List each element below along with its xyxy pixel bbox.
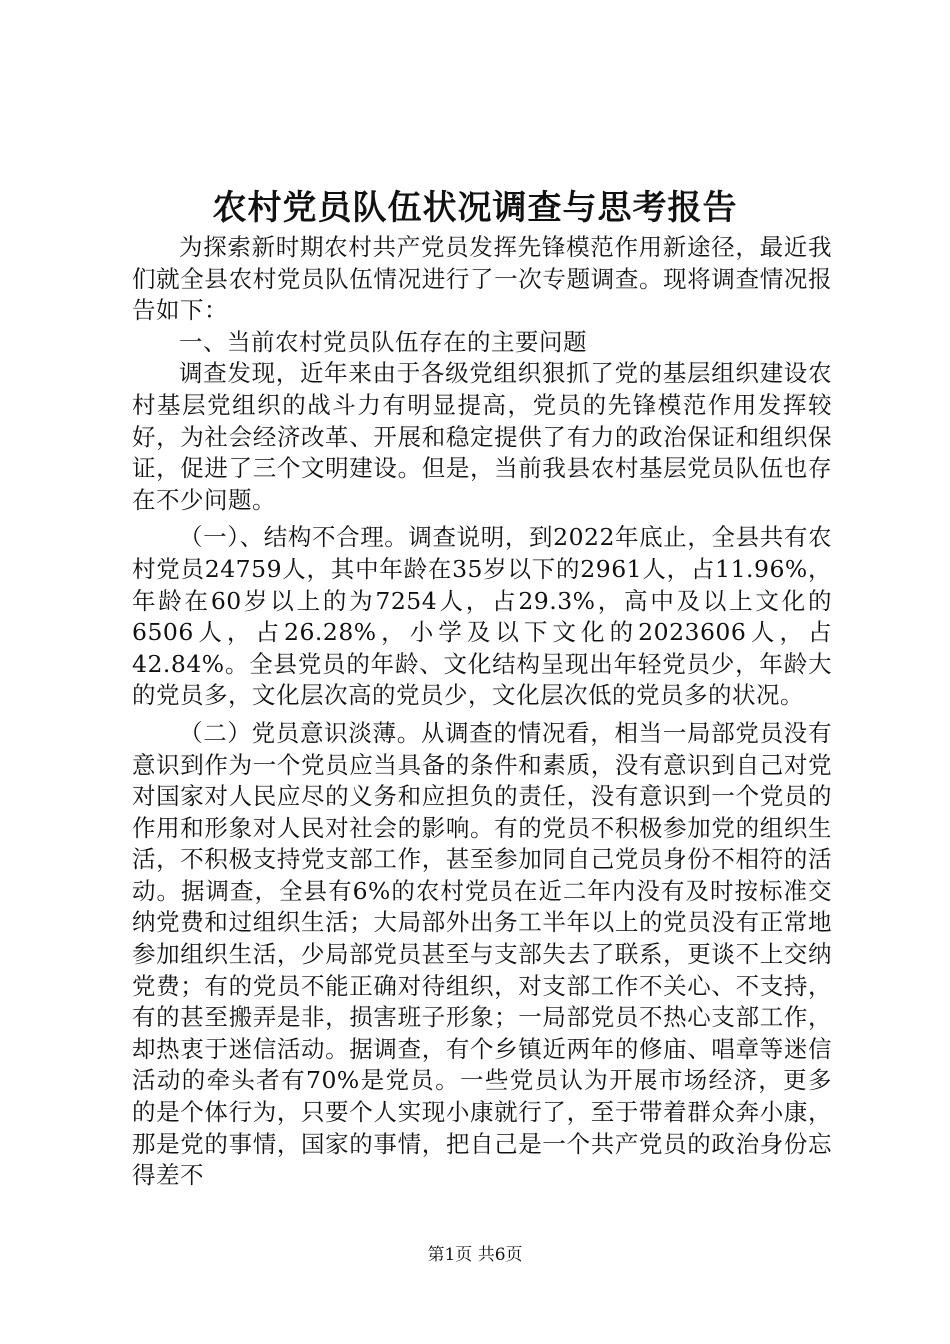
awareness-paragraph: （二）党员意识淡薄。从调查的情况看，相当一局部党员没有意识到作为一个党员应当具备的条件和素质，没有意识到自己对党对国家对人民应尽的义务和应担负的责任，没有意识到一个党员的作用和形象对人民对社会的影响。有的党员不积极参加党的组织生活，不积极支持党支部工作，甚至参加同自己党员身份不相符的活动。据调查，全县有6%的农村党员在近二年内没有及时按标准交纳党费和过组织生活；大局部外出务工半年以上的党员没有正常地参加组织生活，少局部党员甚至与支部失去了联系，更谈不上交纳党费；有的党员不能正确对待组织，对支部工作不关心、不支持，有的甚至搬弄是非，损害班子形象；一局部党员不热心支部工作，却热衷于迷信活动。据调查，有个乡镇近两年的修庙、唱章等迷信活动的牵头者有70%是党员。一些党员认为开展市场经济，更多的是个体行为，只要个人实现小康就行了，至于带着群众奔小康，那是党的事情，国家的事情，把自己是一个共产党员的政治身份忘得差不: [132, 718, 832, 1190]
section-heading: 一、当前农村党员队伍存在的主要问题: [179, 327, 587, 356]
page-footer: [0, 1244, 950, 1266]
structure-paragraph: （一）、结构不合理。调查说明，到2022年底止，全县共有农村党员24759人，其中年龄在35岁以下的2961人，占11.96%，年龄在60岁以上的为7254人，占29.3%，高中及以上文化的6506人，占26.28%，小学及以下文化的2023606人，占42.84%。全县党员的年龄、文化结构呈现出年轻党员少，年龄大的党员多，文化层次高的党员少，文化层次低的党员多的状况。: [132, 523, 832, 710]
page-number: 第1页: [427, 1245, 473, 1265]
findings-paragraph: 调查发现，近年来由于各级党组织狠抓了党的基层组织建设农村基层党组织的战斗力有明显提高，党员的先锋模范作用发挥较好，为社会经济改革、开展和稳定提供了有力的政治保证和组织保证，促进了三个文明建设。但是，当前我县农村基层党员队伍也存在不少问题。: [132, 359, 832, 514]
intro-paragraph: 为探索新时期农村共产党员发挥先锋模范作用新途径，最近我们就全县农村党员队伍情况进行了一次专题调查。现将调查情况报告如下：: [132, 233, 832, 325]
document-title: 农村党员队伍状况调查与思考报告: [212, 188, 738, 228]
document-body: [132, 232, 832, 1192]
page-total: 共6页: [477, 1245, 523, 1265]
